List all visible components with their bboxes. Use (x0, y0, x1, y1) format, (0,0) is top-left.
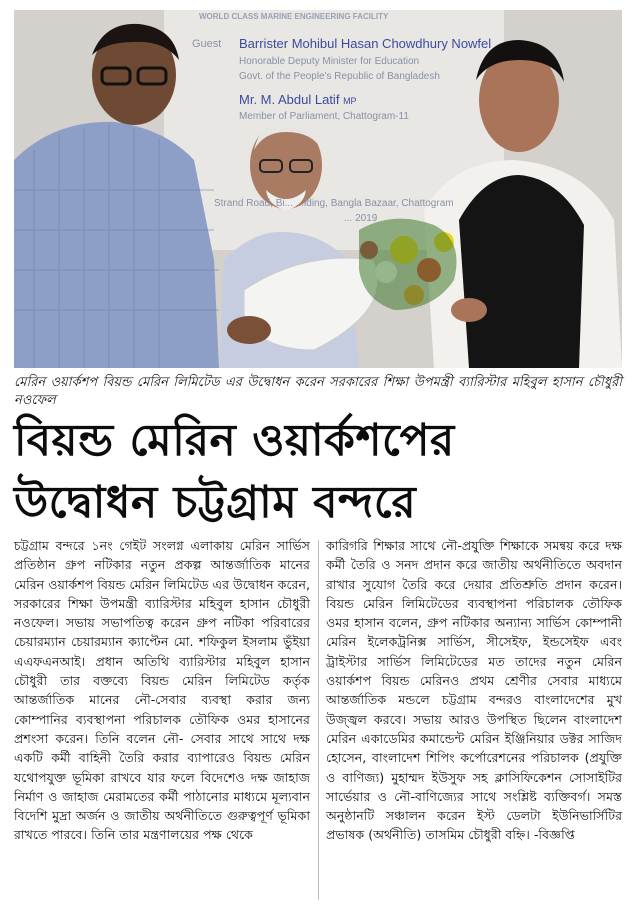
banner-guest1-title1: Honorable Deputy Minister for Education (239, 56, 420, 67)
article-column-right: কারিগরি শিক্ষার সাথে নৌ-প্রযুক্তি শিক্ষাকে সমন্বয় করে দক্ষ কর্মী তৈরি ও সনদ প্রদান করে জাতীয় অর্থনীতিতে অবদান রাখার সুযোগ তৈরি করে দেয়ার প্রতিশ্রুতি প্রদান করেন। বিয়ন্ড মেরিন লিমিটেডের ব্যবস্থাপনা পরিচালক তৌফিক ওমর হাসান বলেন, গ্রুপ নটিকার অন্যান্য সার্ভিস কোম্পানী মেরিন ইলেকট্রনিক্স সার্ভিস, সীসেইফ, ইন্ডসেইফ এবং ট্রাইস্টার সার্ভিস লিমিটেডের মত তাদের নতুন মেরিন ওয়ার্কশপ বিয়ন্ড মেরিনও প্রথম শ্রেণীর সেবার মাধ্যমে আন্তর্জাতিক মন্ডলে চট্টগ্রাম বন্দরও বাংলাদেশের মুখ উজ্জ্বল করবে। সভায় আরও উপস্থিত ছিলেন বাংলাদেশ মেরিন একাডেমির কমান্ডেন্ট মেরিন ইঞ্জিনিয়ার ডক্টর সাজিদ হোসেন, বাংলাদেশ শিপিং কর্পোরেশনের পরিচালক (প্রযুক্তি ও বাণিজ্য) মুহাম্মদ ইউসুফ সহ ক্লাসিফিকেশন সোসাইটির সার্ভেয়ার ও নৌ-বাণিজ্যের সাথে সংশ্লিষ্ট ব্যক্তিবর্গ। সমস্ত অনুষ্ঠানটি সঞ্চালন করেন ইস্ট ডেলটা ইউনিভার্সিটির প্রভাষক (অর্থনীতি) তাসমিম চৌধুরী বহ্নি। -বিজ্ঞপ্তি (326, 538, 622, 843)
article-column-left: চট্টগ্রাম বন্দরে ১নং গেইট সংলগ্ন এলাকায় মেরিন সার্ভিস প্রতিষ্ঠান গ্রুপ নটিকার নতুন প্রকল্প আন্তর্জাতিক মানের মেরিন ওয়ার্কশপ বিয়ন্ড মেরিন লিমিটেড এর উদ্বোধন করেন, সরকারের শিক্ষা উপমন্ত্রী ব্যারিস্টার মহিবুল হাসান চৌধুরী নওফেল। সভায় সভাপতিত্ব করেন গ্রুপ নটিকা পরিবারের চেয়ারম্যান চেয়ারম্যান ক্যাপ্টেন মো. শফিকুল ইসলাম ভুঁইয়া এএফএনআই। প্রধান অতিথি ব্যারিস্টার মহিবুল হাসান চৌধুরী তার বক্তব্যে বিয়ন্ড মেরিন লিমিটেড কর্তৃক আন্তর্জাতিক মানের নৌ-সেবার ব্যবস্থা করার জন্য কোম্পানির ব্যবস্থাপনা পরিচালক তৌফিক ওমর হাসানের প্রশংসা করেন। তিনি বলেন নৌ- সেবার সাথে সাথে দক্ষ একটি কর্মী বাহিনী তৈরি করার ব্যাপারেও বিয়ন্ড মেরিন যথোপযুক্ত ভূমিকা রাখবে যার ফলে বিদেশেও দক্ষ জাহাজ নির্মাণ ও জাহাজ মেরামতের কর্মী পাঠানোর মাধ্যমে মূল্যবান বিদেশি মুদ্রা অর্জন ও জাতীয় অর্থনীতিতে গুরুত্বপূর্ণ ভূমিকা রাখতে পারবে। তিনি তার মন্ত্রণালয়ের পক্ষ থেকে (14, 538, 310, 843)
banner-line-top: WORLD CLASS MARINE ENGINEERING FACILITY (199, 12, 389, 21)
banner-guest2-title: Member of Parliament, Chattogram-11 (239, 111, 409, 122)
banner-guest1-name: Barrister Mohibul Hasan Chowdhury Nowfel (239, 36, 492, 51)
banner-date: ... 2019 (344, 213, 378, 224)
headline-line-1: বিয়ন্ড মেরিন ওয়ার্কশপের (14, 415, 455, 466)
headline-line-2: উদ্বোধন চট্টগ্রাম বন্দরে (14, 477, 417, 528)
banner-guest2-suffix: MP (343, 96, 357, 106)
column-divider (318, 540, 319, 900)
banner-address: Strand Road, Bi... ...lding, Bangla Bazaar, Chattogram (214, 198, 454, 209)
event-photo (14, 10, 622, 368)
banner-guest2-name-text: Mr. M. Abdul Latif (239, 92, 340, 107)
banner-guest-label: Guest (192, 38, 222, 50)
banner-guest1-title2: Govt. of the People's Republic of Bangladesh (239, 71, 440, 82)
banner-guest2-name (239, 92, 357, 107)
headline (14, 410, 622, 534)
photo-caption: মেরিন ওয়ার্কশপ বিয়ন্ড মেরিন লিমিটেড এর উদ্বোধন করেন সরকারের শিক্ষা উপমন্ত্রী ব্যারিস্টার মহিবুল হাসান চৌধুরী নওফেল (14, 375, 622, 408)
